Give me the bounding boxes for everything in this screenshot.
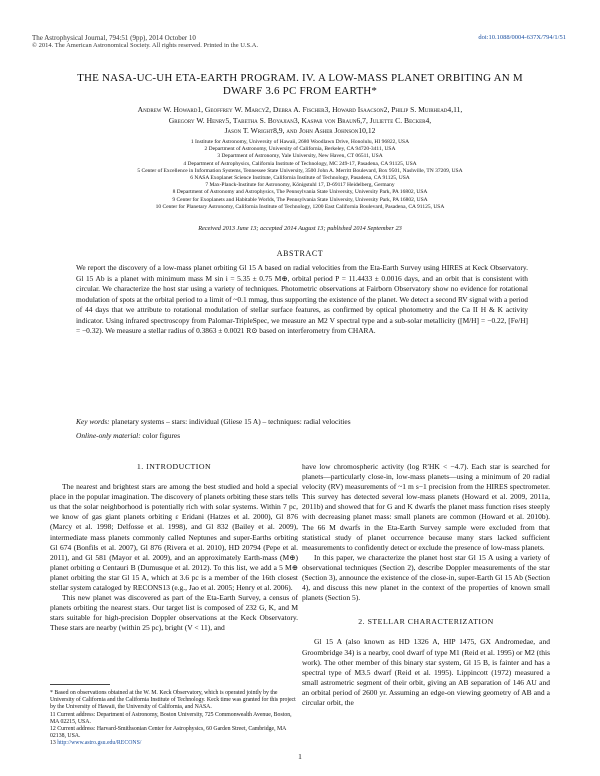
affiliation-list bbox=[40, 139, 560, 211]
footnote: * Based on observations obtained at the W. M. Keck Observatory, which is operated jointly by the University of California and the California Institute of Technology. Keck time was granted for this project by the University of Hawaii, the University of California, and NASA. bbox=[50, 690, 296, 711]
online-material-text: color figures bbox=[142, 431, 181, 440]
footnote bbox=[50, 740, 298, 747]
author-line: Andrew W. Howard1, Geoffrey W. Marcy2, Debra A. Fischer3, Howard Isaacson2, Philip S. Muirhead4,11, bbox=[137, 105, 463, 114]
affiliation: 6 NASA Exoplanet Science Institute, California Institute of Technology, Pasadena, CA 91125, USA bbox=[190, 175, 410, 182]
affiliation: 5 Center of Excellence in Information Systems, Tennessee State University, 3500 John A. Merritt Boulevard, Box 9501, Nashville, TN 37209, USA bbox=[137, 167, 463, 174]
affiliation: 2 Department of Astronomy, University of California, Berkeley, CA 94720-3411, USA bbox=[204, 146, 396, 153]
section-heading-introduction: 1. INTRODUCTION bbox=[136, 462, 212, 471]
doi-link[interactable]: doi:10.1088/0004-637X/794/1/51 bbox=[478, 34, 566, 41]
keywords-label: Key words: bbox=[76, 417, 110, 426]
intro-paragraph: This new planet was discovered as part of the Eta-Earth Survey, a census of planets orbiting the nearest stars. Our target list is composed of 232 G, K, and M stars suitable for high-precision Doppler observations at the Keck Observatory. These stars are nearby (within 25 pc), bright (V < 11), and bbox=[50, 593, 298, 633]
affiliation: 10 Center for Planetary Astronomy, California Institute of Technology, 1200 East California Boulevard, Pasadena, CA 91125, USA bbox=[155, 203, 445, 210]
left-column bbox=[50, 462, 298, 634]
affiliation: 3 Department of Astronomy, Yale University, New Haven, CT 06511, USA bbox=[217, 153, 383, 160]
footnote-rule bbox=[50, 684, 110, 685]
online-material bbox=[76, 431, 528, 442]
affiliation: 8 Department of Astronomy and Astrophysics, The Pennsylvania State University, University Park, PA 16802, USA bbox=[172, 189, 428, 196]
author-line: Gregory W. Henry5, Tabetha S. Boyajian3, Kaspar von Braun6,7, Juliette C. Becker4, bbox=[168, 115, 432, 125]
affiliation: 1 Institute for Astronomy, University of Hawaii, 2680 Woodlawn Drive, Honolulu, HI 96822, USA bbox=[190, 139, 410, 145]
affiliation: 4 Department of Astrophysics, California Institute of Technology, MC 249-17, Pasadena, CA 91125, USA bbox=[183, 160, 417, 167]
keywords bbox=[76, 417, 528, 428]
affiliation: 9 Center for Exoplanets and Habitable Worlds, The Pennsylvania State University, University Park, PA 16802, USA bbox=[172, 196, 428, 203]
author-line: Jason T. Wright8,9, and John Asher Johnson10,12 bbox=[224, 126, 376, 136]
affiliation: 7 Max-Planck-Institute for Astronomy, Königstuhl 17, D-69117 Heidelberg, Germany bbox=[205, 182, 395, 189]
body-paragraph: have low chromospheric activity (log R′HK < −4.7). Each star is searched for planets—particularly close-in, low-mass planets—using a minimum of 20 radial velocity (RV) measurements of ~1 m s−1 precision from the HIRES spectrometer. This survey has detected several low-mass planets (Howard et al. 2009, 2011a, 2011b) and showed that for G and K dwarfs the planet mass function rises steeply with decreasing planet mass: small planets are common (Howard et al. 2010b). The 66 M dwarfs in the Eta-Earth Survey sample were excluded from that statistical study of planet occurrence because many stars lacked sufficient measurements to confidently detect or exclude the presence of low-mass planets. bbox=[302, 462, 550, 552]
keywords-text: planetary systems – stars: individual (Gliese 15 A) – techniques: radial velocities bbox=[111, 417, 351, 426]
copyright-line: © 2014. The American Astronomical Society. All rights reserved. Printed in the U.S.A. bbox=[32, 42, 259, 49]
body-paragraph: Gl 15 A (also known as HD 1326 A, HIP 1475, GX Andromedae, and Groombridge 34) is a nearby, cool dwarf of type M1 (Reid et al. 1995) or M2 (this work). The other member of this binary star system, Gl 15 B, is fainter and has a spectral type of M3.5 dwarf (Reid et al. 1995). Lippincott (1972) measured a small astrometric segment of their orbit, giving an AB separation of 146 AU and an orbital period of 2600 yr. Assuming an edge-on viewing geometry of AB and a circular orbit, the bbox=[302, 637, 550, 707]
section-heading-stellar-characterization: 2. STELLAR CHARACTERIZATION bbox=[358, 617, 494, 627]
body-paragraph: In this paper, we characterize the planet host star Gl 15 A using a variety of observational techniques (Section 2), describe Doppler measurements of the star (Section 3), announce the existence of the close-in, super-Earth Gl 15 Ab (Section 4), and discuss this new planet in the context of the properties of known small planets (Section 5). bbox=[302, 552, 550, 603]
abstract-heading: ABSTRACT bbox=[276, 249, 324, 258]
intro-paragraph: The nearest and brightest stars are among the best studied and hold a special place in the popular imagination. The discovery of planets orbiting these stars tells us that the solar neighborhood is potentially rich with solar systems. Within 7 pc, we know of gas giant planets orbiting ε Eridani (Hatzes et al. 2000), Gl 876 (Marcy et al. 1998; Delfosse et al. 1998), and Gl 832 (Bailey et al. 2009), intermediate mass planets commonly called Neptunes and super-Earths orbiting Gl 674 (Bonfils et al. 2007), Gl 876 (Rivera et al. 2010), HD 20794 (Pepe et al. 2011), and Gl 581 (Mayor et al. 2009), and an approximately Earth-mass (M⊕) planet orbiting α Centauri B (Dumusque et al. 2012). To this list, we add a 5 M⊕ planet orbiting the star Gl 15 A, which at 3.6 pc is a member of the 16th closest stellar system cataloged by RECONS13 (e.g., Jao et al. 2005; Henry et al. 2006). bbox=[50, 482, 298, 593]
author-list bbox=[36, 105, 564, 137]
received-dates: Received 2013 June 13; accepted 2014 August 13; published 2014 September 23 bbox=[198, 225, 402, 232]
footnotes bbox=[50, 690, 298, 748]
online-material-label: Online-only material: bbox=[76, 431, 141, 440]
footnote: 11 Current address: Department of Astronomy, Boston University, 725 Commonwealth Avenue, Boston, MA 02215, USA. bbox=[50, 711, 292, 725]
journal-header bbox=[32, 34, 332, 50]
recons-link[interactable]: http://www.astro.gsu.edu/RECONS/ bbox=[57, 740, 142, 747]
page-number: 1 bbox=[298, 752, 302, 761]
footnote-number: 13 bbox=[50, 740, 56, 747]
journal-citation: The Astrophysical Journal, 794:51 (9pp), 2014 October 10 bbox=[32, 34, 196, 42]
right-column bbox=[302, 462, 550, 708]
paper-title: THE NASA-UC-UH ETA-EARTH PROGRAM. IV. A LOW-MASS PLANET ORBITING AN M DWARF 3.6 PC FROM EARTH* bbox=[77, 72, 523, 97]
abstract-text: We report the discovery of a low-mass planet orbiting Gl 15 A based on radial velocities from the Eta-Earth Survey using HIRES at Keck Observatory. Gl 15 Ab is a planet with minimum mass M sin i = 5.35 ± 0.75 M⊕, orbital period P = 11.4433 ± 0.0016 days, and an orbit that is consistent with circular. We characterize the host star using a variety of techniques. Photometric observations at Fairborn Observatory show no evidence for rotational modulation of spots at the orbital period to a limit of ~0.1 mmag, thus supporting the existence of the planet. We detect a second RV signal with a period of 44 days that we attribute to rotational modulation of stellar surface features, as confirmed by optical photometry and the Ca II H & K activity indicator. Using infrared spectroscopy from Palomar-TripleSpec, we measure an M2 V spectral type and a sub-solar metallicity ([M/H] = −0.22, [Fe/H] = −0.32). We measure a stellar radius of 0.3863 ± 0.0021 R⊙ based on interferometry from CHARA. bbox=[76, 263, 528, 335]
footnote: 12 Current address: Harvard-Smithsonian Center for Astrophysics, 60 Garden Street, Cambridge, MA 02138, USA. bbox=[50, 726, 287, 740]
